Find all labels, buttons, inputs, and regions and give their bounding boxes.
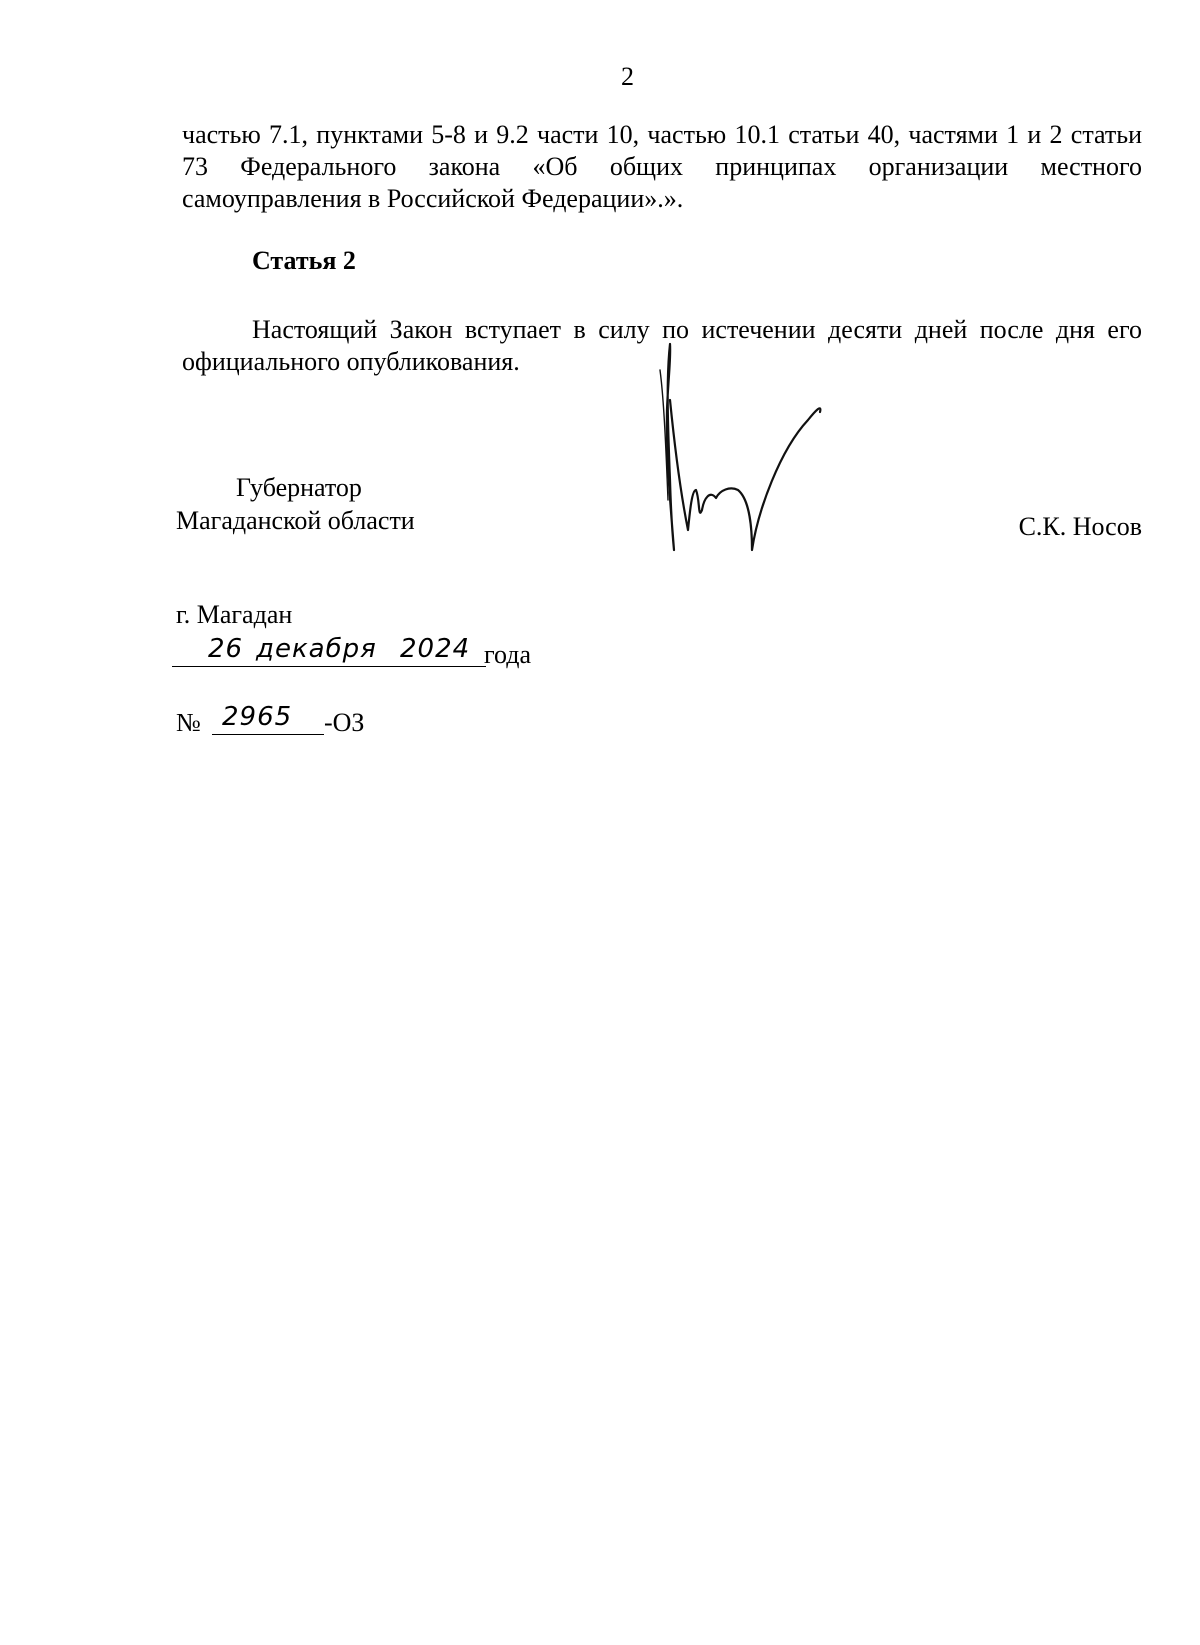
page-number: 2 — [621, 62, 634, 91]
handwritten-signature — [640, 340, 880, 590]
handwritten-year: 2024 — [400, 634, 471, 664]
signatory-title — [176, 471, 415, 537]
signatory-name: С.К. Носов — [1018, 512, 1142, 541]
article-1-continuation-text: частью 7.1, пунктами 5-8 и 9.2 части 10, частью 10.1 статьи 40, частями 1 и 2 статьи 73 Федерального закона «Об общих принципах организации местного самоуправления в Российской Федерации».». — [182, 120, 1142, 213]
handwritten-month: декабря — [256, 634, 377, 664]
number-sign: № — [176, 708, 201, 737]
number-suffix: -ОЗ — [324, 708, 365, 737]
signatory-title-line-2: Магаданской области — [176, 506, 415, 535]
article-2-text: Настоящий Закон вступает в силу по истечении десяти дней после дня его официального опубликования. — [182, 315, 1142, 376]
signatory-title-line-1: Губернатор — [236, 473, 362, 502]
date-of-signing — [172, 634, 552, 670]
handwritten-law-number: 2965 — [222, 702, 293, 732]
law-number — [176, 702, 396, 742]
place-of-signing: г. Магадан — [176, 600, 293, 629]
article-2-heading: Статья 2 — [252, 246, 356, 275]
year-suffix: года — [484, 640, 532, 669]
handwritten-day: 26 — [208, 634, 244, 664]
